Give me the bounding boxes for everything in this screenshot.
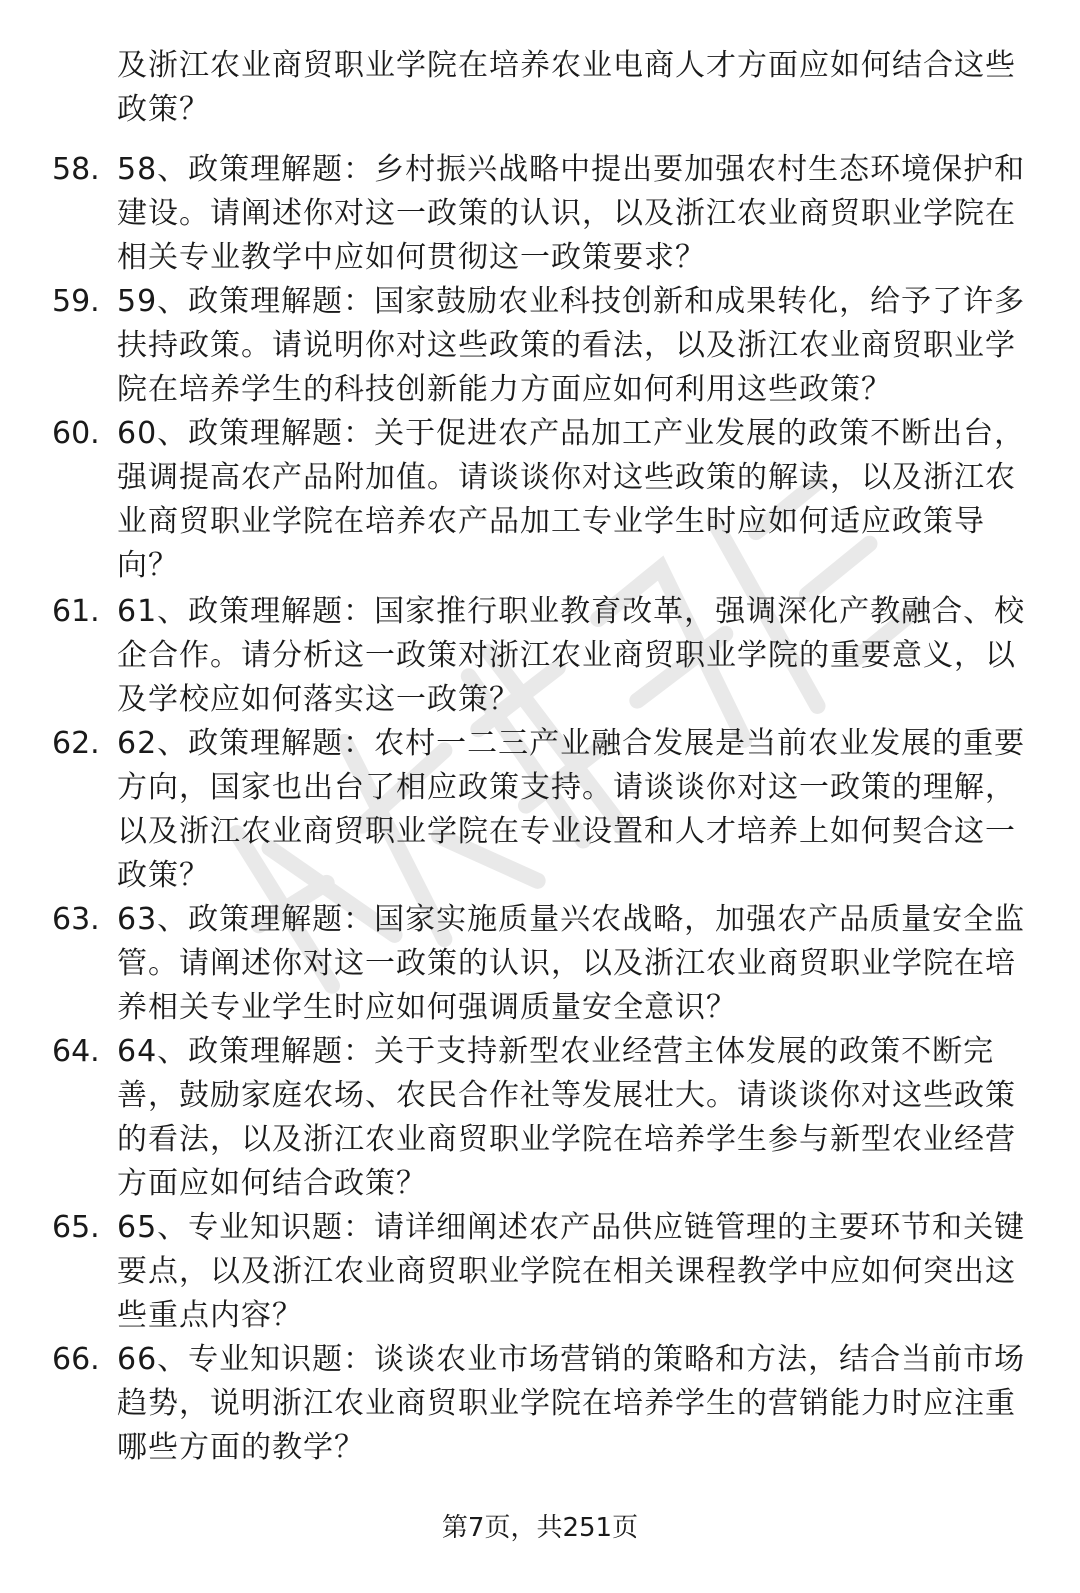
item-number: 63.	[52, 902, 100, 937]
continuation-text: 及浙江农业商贸职业学院在培养农业电商人才方面应如何结合这些政策？	[117, 48, 1016, 127]
item-text: 63、政策理解题：国家实施质量兴农战略，加强农产品质量安全监管。请阐述你对这一政策的认识，以及浙江农业商贸职业学院在培养相关专业学生时应如何强调质量安全意识？	[117, 902, 1026, 1025]
item-number: 58.	[52, 152, 100, 187]
item-text: 59、政策理解题：国家鼓励农业科技创新和成果转化，给予了许多扶持政策。请说明你对这些政策的看法，以及浙江农业商贸职业学院在培养学生的科技创新能力方面应如何利用这些政策？	[117, 284, 1026, 407]
item-text: 61、政策理解题：国家推行职业教育改革，强调深化产教融合、校企合作。请分析这一政策对浙江农业商贸职业学院的重要意义，以及学校应如何落实这一政策？	[117, 594, 1026, 717]
item-number: 62.	[52, 726, 100, 761]
item-number: 64.	[52, 1034, 100, 1069]
item-text: 58、政策理解题：乡村振兴战略中提出要加强农村生态环境保护和建设。请阐述你对这一政策的认识，以及浙江农业商贸职业学院在相关专业教学中应如何贯彻这一政策要求？	[117, 152, 1026, 275]
item-number: 61.	[52, 594, 100, 629]
item-text: 62、政策理解题：农村一二三产业融合发展是当前农业发展的重要方向，国家也出台了相应政策支持。请谈谈你对这一政策的理解，以及浙江农业商贸职业学院在专业设置和人才培养上如何契合这一政策？	[117, 726, 1026, 893]
page-number-footer: 第7页，共251页	[441, 1513, 639, 1543]
item-number: 59.	[52, 284, 100, 319]
continuation-paragraph	[0, 44, 1080, 132]
item-text: 64、政策理解题：关于支持新型农业经营主体发展的政策不断完善，鼓励家庭农场、农民合作社等发展壮大。请谈谈你对这些政策的看法，以及浙江农业商贸职业学院在培养学生参与新型农业经营方面应如何结合政策？	[117, 1034, 1016, 1201]
item-text: 66、专业知识题：谈谈农业市场营销的策略和方法，结合当前市场趋势，说明浙江农业商贸职业学院在培养学生的营销能力时应注重哪些方面的教学？	[117, 1342, 1026, 1465]
item-number: 66.	[52, 1342, 100, 1377]
item-text: 65、专业知识题：请详细阐述农产品供应链管理的主要环节和关键要点，以及浙江农业商贸职业学院在相关课程教学中应如何突出这些重点内容？	[117, 1210, 1026, 1333]
item-text: 60、政策理解题：关于促进农产品加工产业发展的政策不断出台，强调提高农产品附加值。请谈谈你对这些政策的解读，以及浙江农业商贸职业学院在培养农产品加工专业学生时应如何适应政策导向？	[117, 416, 1026, 583]
item-number: 65.	[52, 1210, 100, 1245]
item-number: 60.	[52, 416, 100, 451]
